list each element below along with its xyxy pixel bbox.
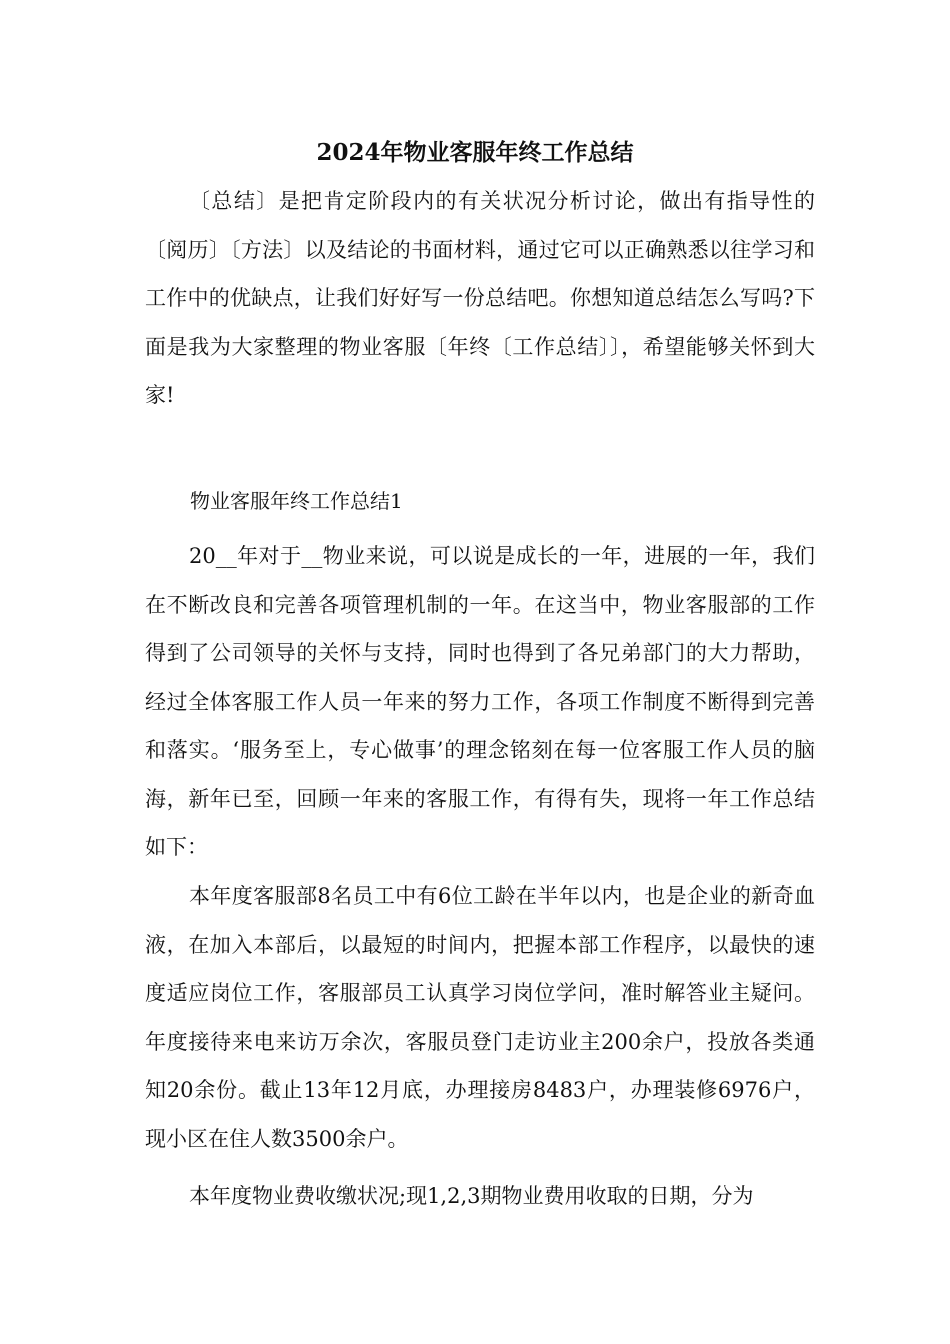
body-paragraph-1: 20__年对于__物业来说，可以说是成长的一年，进展的一年，我们在不断改良和完善各项管理机制的一年。在这当中，物业客服部的工作得到了公司领导的关怀与支持，同时也得到了各兄弟部门的大力帮助，经过全体客服工作人员一年来的努力工作，各项工作制度不断得到完善和落实。‘服务至上，专心做事’的理念铭刻在每一位客服工作人员的脑海，新年已至，回顾一年来的客服工作，有得有失，现将一年工作总结如下：	[145, 544, 815, 859]
document-title: 2024年物业客服年终工作总结	[316, 139, 634, 166]
intro-paragraph: 〔总结〕是把肯定阶段内的有关状况分析讨论，做出有指导性的〔阅历〕〔方法〕以及结论的书面材料，通过它可以正确熟悉以往学习和工作中的优缺点，让我们好好写一份总结吧。你想知道总结怎么写吗?下面是我为大家整理的物业客服〔年终〔工作总结〕〕，希望能够关怀到大家!	[145, 189, 815, 407]
body-paragraph-2: 本年度客服部8名员工中有6位工龄在半年以内，也是企业的新奇血液，在加入本部后，以最短的时间内，把握本部工作程序，以最快的速度适应岗位工作，客服部员工认真学习岗位学问，准时解答业主疑问。年度接待来电来访万余次，客服员登门走访业主200余户，投放各类通知20余份。截止13年12月底，办理接房8483户，办理装修6976户，现小区在住人数3500余户。	[145, 884, 815, 1151]
body-paragraph-3: 本年度物业费收缴状况;现1,2,3期物业费用收取的日期，分为	[189, 1184, 754, 1208]
section-heading: 物业客服年终工作总结1	[190, 489, 403, 513]
